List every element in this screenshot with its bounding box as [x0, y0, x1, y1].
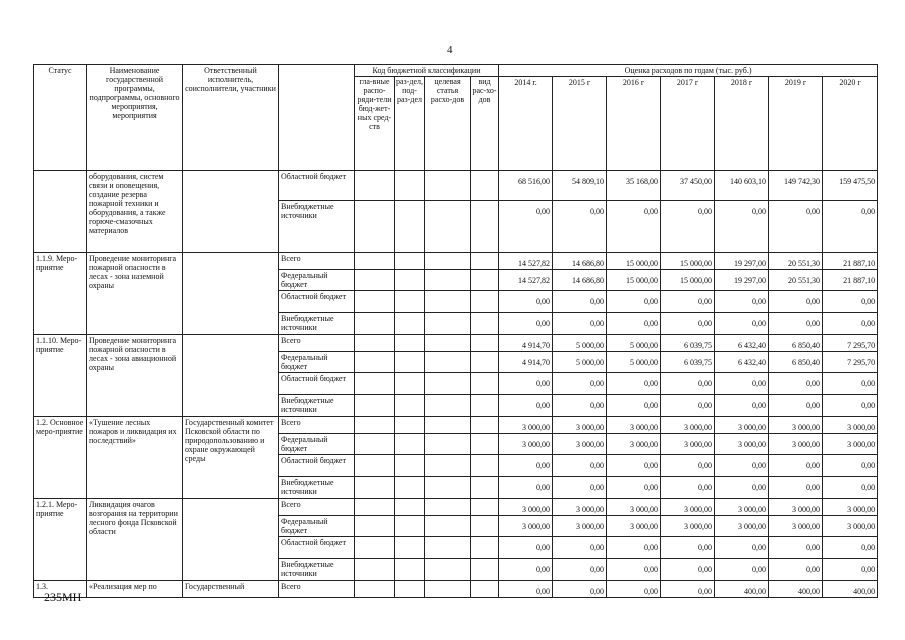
amount-cell: 0,00	[661, 559, 715, 581]
funding-source-cell: Всего	[279, 417, 355, 434]
amount-cell: 0,00	[553, 559, 607, 581]
funding-source-cell: Областной бюджет	[279, 291, 355, 313]
amount-cell: 0,00	[553, 291, 607, 313]
kbk-cell	[471, 434, 499, 455]
kbk-cell	[425, 201, 471, 253]
amount-cell: 0,00	[823, 201, 878, 253]
amount-cell: 0,00	[499, 291, 553, 313]
amount-cell: 0,00	[769, 537, 823, 559]
amount-cell: 5 000,00	[607, 352, 661, 373]
amount-cell: 15 000,00	[661, 270, 715, 291]
amount-cell: 68 516,00	[499, 171, 553, 201]
kbk-cell	[471, 201, 499, 253]
amount-cell: 0,00	[769, 313, 823, 335]
funding-source-cell: Федеральный бюджет	[279, 434, 355, 455]
kbk-cell	[395, 477, 425, 499]
funding-source-cell: Областной бюджет	[279, 455, 355, 477]
kbk-cell	[471, 335, 499, 352]
kbk-cell	[471, 417, 499, 434]
table-row	[34, 253, 878, 270]
funding-source-cell: Внебюджетные источники	[279, 477, 355, 499]
amount-cell: 0,00	[661, 455, 715, 477]
kbk-cell	[355, 352, 395, 373]
amount-cell: 21 887,10	[823, 270, 878, 291]
funding-source-cell: Федеральный бюджет	[279, 352, 355, 373]
amount-cell: 0,00	[499, 201, 553, 253]
funding-source-cell: Федеральный бюджет	[279, 516, 355, 537]
funding-source-cell: Внебюджетные источники	[279, 395, 355, 417]
amount-cell: 3 000,00	[715, 499, 769, 516]
amount-cell: 140 603,10	[715, 171, 769, 201]
status-cell: 1.1.9. Меро-приятие	[34, 253, 87, 335]
table-row	[34, 171, 878, 201]
amount-cell: 35 168,00	[607, 171, 661, 201]
amount-cell: 3 000,00	[607, 499, 661, 516]
kbk-cell	[395, 373, 425, 395]
funding-source-cell: Внебюджетные источники	[279, 313, 355, 335]
kbk-cell	[355, 395, 395, 417]
amount-cell: 0,00	[499, 581, 553, 598]
amount-cell: 3 000,00	[715, 516, 769, 537]
amount-cell: 0,00	[499, 373, 553, 395]
amount-cell: 400,00	[715, 581, 769, 598]
amount-cell: 0,00	[769, 559, 823, 581]
funding-source-cell: Всего	[279, 499, 355, 516]
amount-cell: 0,00	[769, 395, 823, 417]
kbk-cell	[395, 171, 425, 201]
amount-cell: 0,00	[553, 537, 607, 559]
amount-cell: 0,00	[553, 201, 607, 253]
amount-cell: 6 039,75	[661, 335, 715, 352]
funding-source-cell: Внебюджетные источники	[279, 201, 355, 253]
kbk-cell	[425, 581, 471, 598]
kbk-cell	[395, 352, 425, 373]
amount-cell: 0,00	[715, 201, 769, 253]
amount-cell: 6 432,40	[715, 352, 769, 373]
table-row	[34, 417, 878, 434]
kbk-cell	[471, 352, 499, 373]
kbk-cell	[355, 581, 395, 598]
document-code: 235МН	[44, 590, 82, 604]
activity-name-cell: Проведение мониторинга пожарной опасности в лесах - зона наземной охраны	[87, 253, 183, 335]
status-cell	[34, 171, 87, 253]
activity-name-cell: Проведение мониторинга пожарной опасности в лесах - зона авиационной охраны	[87, 335, 183, 417]
kbk-cell	[425, 291, 471, 313]
amount-cell: 0,00	[823, 373, 878, 395]
header-responsible: Ответственный исполнитель, соисполнители, участники	[183, 65, 279, 171]
amount-cell: 14 686,80	[553, 270, 607, 291]
amount-cell: 0,00	[715, 395, 769, 417]
amount-cell: 0,00	[661, 581, 715, 598]
amount-cell: 3 000,00	[823, 499, 878, 516]
amount-cell: 0,00	[499, 455, 553, 477]
funding-source-cell: Федеральный бюджет	[279, 270, 355, 291]
kbk-cell	[395, 417, 425, 434]
amount-cell: 0,00	[499, 477, 553, 499]
kbk-cell	[425, 499, 471, 516]
amount-cell: 0,00	[499, 395, 553, 417]
amount-cell: 3 000,00	[661, 516, 715, 537]
amount-cell: 21 887,10	[823, 253, 878, 270]
amount-cell: 3 000,00	[661, 499, 715, 516]
amount-cell: 0,00	[607, 537, 661, 559]
kbk-cell	[425, 455, 471, 477]
amount-cell: 3 000,00	[769, 516, 823, 537]
amount-cell: 6 039,75	[661, 352, 715, 373]
amount-cell: 0,00	[823, 291, 878, 313]
amount-cell: 3 000,00	[769, 417, 823, 434]
amount-cell: 0,00	[607, 373, 661, 395]
amount-cell: 0,00	[715, 537, 769, 559]
header-kbk-type: вид рас-хо-дов	[471, 77, 499, 171]
amount-cell: 3 000,00	[607, 434, 661, 455]
kbk-cell	[425, 171, 471, 201]
kbk-cell	[355, 499, 395, 516]
kbk-cell	[471, 373, 499, 395]
funding-source-cell: Всего	[279, 581, 355, 598]
kbk-cell	[395, 537, 425, 559]
amount-cell: 0,00	[661, 291, 715, 313]
amount-cell: 4 914,70	[499, 335, 553, 352]
amount-cell: 20 551,30	[769, 253, 823, 270]
table-row	[34, 499, 878, 516]
amount-cell: 0,00	[607, 455, 661, 477]
amount-cell: 0,00	[661, 373, 715, 395]
amount-cell: 0,00	[553, 455, 607, 477]
amount-cell: 0,00	[607, 477, 661, 499]
amount-cell: 7 295,70	[823, 335, 878, 352]
kbk-cell	[355, 335, 395, 352]
funding-source-cell: Всего	[279, 335, 355, 352]
kbk-cell	[425, 352, 471, 373]
kbk-cell	[355, 171, 395, 201]
funding-source-cell: Областной бюджет	[279, 537, 355, 559]
header-year-2016: 2016 г	[607, 77, 661, 171]
amount-cell: 3 000,00	[553, 434, 607, 455]
amount-cell: 0,00	[553, 373, 607, 395]
kbk-cell	[425, 395, 471, 417]
amount-cell: 7 295,70	[823, 352, 878, 373]
amount-cell: 0,00	[553, 313, 607, 335]
kbk-cell	[355, 313, 395, 335]
status-cell: 1.1.10. Меро-приятие	[34, 335, 87, 417]
kbk-cell	[395, 335, 425, 352]
kbk-cell	[355, 559, 395, 581]
kbk-cell	[471, 499, 499, 516]
amount-cell: 0,00	[607, 291, 661, 313]
header-year-2019: 2019 г	[769, 77, 823, 171]
activity-name-cell: Ликвидация очагов возгорания на территории лесного фонда Псковской области	[87, 499, 183, 581]
amount-cell: 20 551,30	[769, 270, 823, 291]
amount-cell: 15 000,00	[607, 270, 661, 291]
amount-cell: 14 527,82	[499, 253, 553, 270]
amount-cell: 3 000,00	[823, 516, 878, 537]
header-year-2017: 2017 г	[661, 77, 715, 171]
amount-cell: 149 742,30	[769, 171, 823, 201]
kbk-cell	[471, 270, 499, 291]
kbk-cell	[471, 477, 499, 499]
amount-cell: 4 914,70	[499, 352, 553, 373]
kbk-cell	[355, 291, 395, 313]
amount-cell: 19 297,00	[715, 253, 769, 270]
amount-cell: 0,00	[661, 313, 715, 335]
header-source	[279, 65, 355, 171]
kbk-cell	[471, 559, 499, 581]
header-costs: Оценка расходов по годам (тыс. руб.)	[499, 65, 878, 77]
kbk-cell	[355, 417, 395, 434]
amount-cell: 5 000,00	[607, 335, 661, 352]
activity-name-cell: «Реализация мер по	[87, 581, 183, 598]
amount-cell: 3 000,00	[715, 434, 769, 455]
funding-source-cell: Внебюджетные источники	[279, 559, 355, 581]
kbk-cell	[425, 335, 471, 352]
amount-cell: 0,00	[661, 537, 715, 559]
responsible-cell	[183, 499, 279, 581]
amount-cell: 0,00	[607, 201, 661, 253]
kbk-cell	[425, 313, 471, 335]
responsible-cell	[183, 171, 279, 253]
header-kbk-article: целевая статья расхо-дов	[425, 77, 471, 171]
amount-cell: 3 000,00	[661, 417, 715, 434]
amount-cell: 14 527,82	[499, 270, 553, 291]
amount-cell: 400,00	[823, 581, 878, 598]
kbk-cell	[395, 291, 425, 313]
amount-cell: 0,00	[769, 477, 823, 499]
kbk-cell	[355, 253, 395, 270]
amount-cell: 0,00	[823, 537, 878, 559]
amount-cell: 0,00	[607, 395, 661, 417]
amount-cell: 3 000,00	[553, 417, 607, 434]
header-status: Статус	[34, 65, 87, 171]
kbk-cell	[395, 559, 425, 581]
kbk-cell	[425, 373, 471, 395]
kbk-cell	[395, 395, 425, 417]
amount-cell: 0,00	[499, 313, 553, 335]
amount-cell: 0,00	[823, 559, 878, 581]
amount-cell: 3 000,00	[499, 434, 553, 455]
status-cell: 1.3.	[34, 581, 87, 598]
amount-cell: 3 000,00	[553, 516, 607, 537]
kbk-cell	[395, 516, 425, 537]
kbk-cell	[425, 537, 471, 559]
amount-cell: 0,00	[715, 559, 769, 581]
kbk-cell	[425, 559, 471, 581]
kbk-cell	[395, 581, 425, 598]
responsible-cell	[183, 253, 279, 335]
kbk-cell	[471, 253, 499, 270]
amount-cell: 159 475,50	[823, 171, 878, 201]
kbk-cell	[425, 417, 471, 434]
kbk-cell	[471, 455, 499, 477]
amount-cell: 0,00	[769, 291, 823, 313]
header-kbk: Код бюджетной классификации	[355, 65, 499, 77]
kbk-cell	[355, 434, 395, 455]
amount-cell: 3 000,00	[823, 417, 878, 434]
kbk-cell	[425, 434, 471, 455]
amount-cell: 0,00	[823, 313, 878, 335]
amount-cell: 15 000,00	[661, 253, 715, 270]
amount-cell: 0,00	[823, 395, 878, 417]
funding-source-cell: Всего	[279, 253, 355, 270]
kbk-cell	[425, 270, 471, 291]
amount-cell: 0,00	[553, 581, 607, 598]
kbk-cell	[395, 434, 425, 455]
amount-cell: 3 000,00	[499, 417, 553, 434]
amount-cell: 0,00	[607, 313, 661, 335]
responsible-cell	[183, 335, 279, 417]
amount-cell: 0,00	[769, 201, 823, 253]
amount-cell: 0,00	[499, 537, 553, 559]
amount-cell: 0,00	[769, 455, 823, 477]
kbk-cell	[355, 373, 395, 395]
activity-name-cell: оборудования, систем связи и оповещения, создание резерва пожарной техники и оборудования, а также горюче-смазочных материалов	[87, 171, 183, 253]
amount-cell: 0,00	[823, 477, 878, 499]
amount-cell: 6 432,40	[715, 335, 769, 352]
header-name: Наименование государственной программы, подпрограммы, основного мероприятия, мероприятия	[87, 65, 183, 171]
budget-table	[33, 64, 878, 598]
amount-cell: 0,00	[607, 581, 661, 598]
amount-cell: 0,00	[661, 477, 715, 499]
kbk-cell	[471, 313, 499, 335]
amount-cell: 3 000,00	[499, 516, 553, 537]
amount-cell: 3 000,00	[499, 499, 553, 516]
page-number: 4	[447, 44, 453, 56]
amount-cell: 0,00	[553, 395, 607, 417]
amount-cell: 37 450,00	[661, 171, 715, 201]
amount-cell: 54 809,10	[553, 171, 607, 201]
amount-cell: 15 000,00	[607, 253, 661, 270]
amount-cell: 3 000,00	[607, 516, 661, 537]
amount-cell: 0,00	[715, 313, 769, 335]
kbk-cell	[425, 477, 471, 499]
amount-cell: 0,00	[661, 395, 715, 417]
header-year-2018: 2018 г	[715, 77, 769, 171]
amount-cell: 0,00	[499, 559, 553, 581]
table-row	[34, 581, 878, 598]
amount-cell: 6 850,40	[769, 352, 823, 373]
kbk-cell	[355, 455, 395, 477]
amount-cell: 5 000,00	[553, 352, 607, 373]
kbk-cell	[395, 499, 425, 516]
funding-source-cell: Областной бюджет	[279, 373, 355, 395]
amount-cell: 0,00	[607, 559, 661, 581]
amount-cell: 0,00	[661, 201, 715, 253]
amount-cell: 0,00	[715, 477, 769, 499]
header-year-2015: 2015 г	[553, 77, 607, 171]
kbk-cell	[395, 313, 425, 335]
amount-cell: 0,00	[715, 455, 769, 477]
table-row	[34, 335, 878, 352]
kbk-cell	[395, 253, 425, 270]
kbk-cell	[471, 171, 499, 201]
amount-cell: 3 000,00	[769, 499, 823, 516]
amount-cell: 0,00	[769, 373, 823, 395]
status-cell: 1.2. Основное меро-приятие	[34, 417, 87, 499]
table-body	[34, 171, 878, 598]
kbk-cell	[471, 395, 499, 417]
kbk-cell	[395, 201, 425, 253]
header-year-2020: 2020 г	[823, 77, 878, 171]
kbk-cell	[471, 581, 499, 598]
kbk-cell	[395, 270, 425, 291]
kbk-cell	[355, 537, 395, 559]
status-cell: 1.2.1. Меро-приятие	[34, 499, 87, 581]
kbk-cell	[395, 455, 425, 477]
activity-name-cell: «Тушение лесных пожаров и ликвидация их последствий»	[87, 417, 183, 499]
kbk-cell	[355, 270, 395, 291]
responsible-cell: Государственный комитет Псковской области по природопользованию и охране окружающей среды	[183, 417, 279, 499]
header-year-2014: 2014 г.	[499, 77, 553, 171]
amount-cell: 5 000,00	[553, 335, 607, 352]
header-kbk-section: раз-дел, под-раз-дел	[395, 77, 425, 171]
responsible-cell: Государственный	[183, 581, 279, 598]
amount-cell: 3 000,00	[661, 434, 715, 455]
kbk-cell	[471, 291, 499, 313]
kbk-cell	[471, 537, 499, 559]
amount-cell: 3 000,00	[553, 499, 607, 516]
kbk-cell	[355, 516, 395, 537]
amount-cell: 400,00	[769, 581, 823, 598]
kbk-cell	[471, 516, 499, 537]
amount-cell: 6 850,40	[769, 335, 823, 352]
kbk-cell	[425, 516, 471, 537]
amount-cell: 3 000,00	[715, 417, 769, 434]
header-kbk-grbs: гла-вные распо-ряди-тели бюд-жет-ных сред-ств	[355, 77, 395, 171]
amount-cell: 14 686,80	[553, 253, 607, 270]
amount-cell: 0,00	[715, 291, 769, 313]
kbk-cell	[355, 477, 395, 499]
amount-cell: 0,00	[715, 373, 769, 395]
amount-cell: 3 000,00	[769, 434, 823, 455]
funding-source-cell: Областной бюджет	[279, 171, 355, 201]
amount-cell: 3 000,00	[607, 417, 661, 434]
kbk-cell	[425, 253, 471, 270]
amount-cell: 0,00	[823, 455, 878, 477]
amount-cell: 3 000,00	[823, 434, 878, 455]
amount-cell: 0,00	[553, 477, 607, 499]
amount-cell: 19 297,00	[715, 270, 769, 291]
kbk-cell	[355, 201, 395, 253]
